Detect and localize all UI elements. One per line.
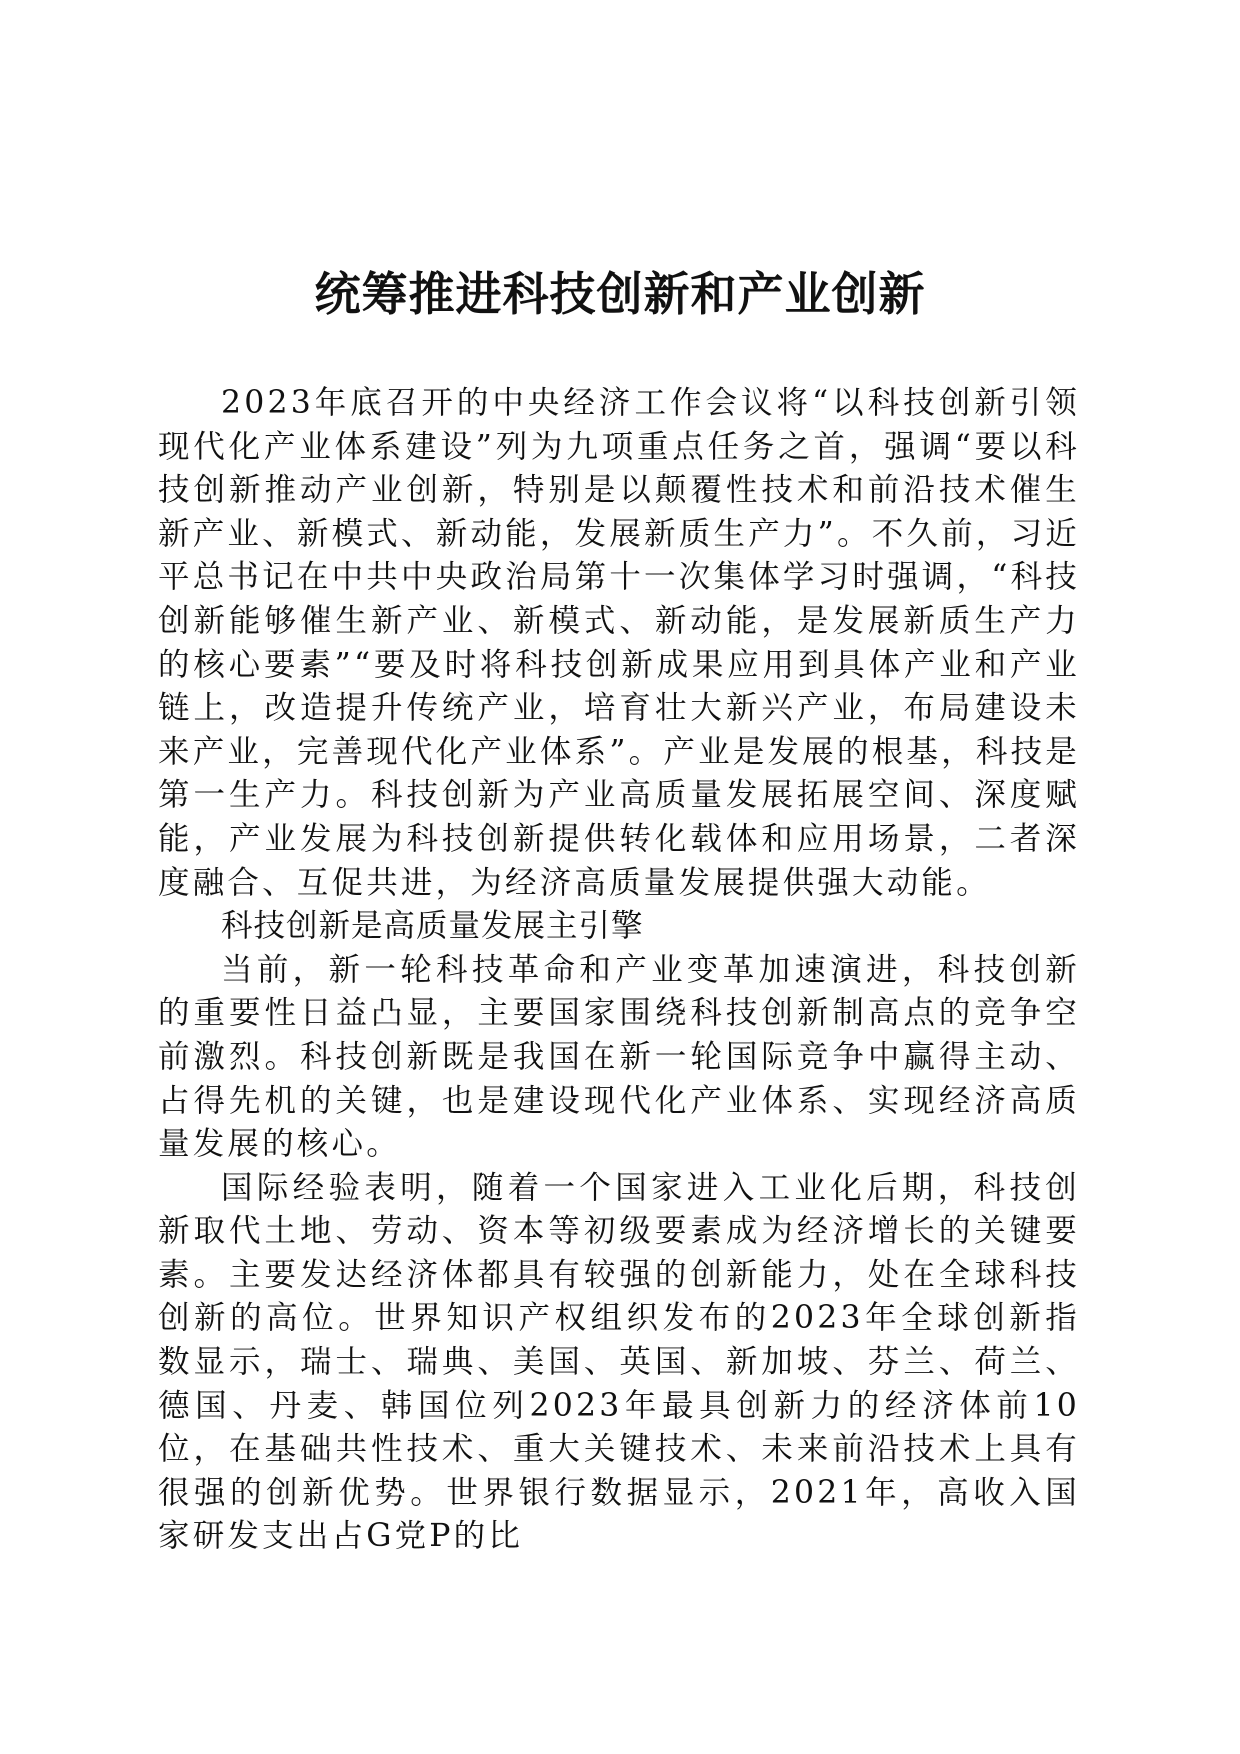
section-paragraph-1: 当前，新一轮科技革命和产业变革加速演进，科技创新的重要性日益凸显，主要国家围绕科技创新制高点的竞争空前激烈。科技创新既是我国在新一轮国际竞争中赢得主动、占得先机的关键，也是建设现代化产业体系、实现经济高质量发展的核心。 [158, 951, 1080, 1163]
intro-paragraph: 2023年底召开的中央经济工作会议将“以科技创新引领现代化产业体系建设”列为九项重点任务之首，强调“要以科技创新推动产业创新，特别是以颠覆性技术和前沿技术催生新产业、新模式、新动能，发展新质生产力”。不久前，习近平总书记在中共中央政治局第十一次集体学习时强调，“科技创新能够催生新产业、新模式、新动能，是发展新质生产力的核心要素”“要及时将科技创新成果应用到具体产业和产业链上，改造提升传统产业，培育壮大新兴产业，布局建设未来产业，完善现代化产业体系”。产业是发展的根基，科技是第一生产力。科技创新为产业高质量发展拓展空间、深度赋能，产业发展为科技创新提供转化载体和应用场景，二者深度融合、互促共进，为经济高质量发展提供强大动能。 [158, 385, 1080, 901]
article-body [158, 382, 1080, 1559]
section-paragraph-2: 国际经验表明，随着一个国家进入工业化后期，科技创新取代土地、劳动、资本等初级要素成为经济增长的关键要素。主要发达经济体都具有较强的创新能力，处在全球科技创新的高位。世界知识产权组织发布的2023年全球创新指数显示，瑞士、瑞典、美国、英国、新加坡、芬兰、荷兰、德国、丹麦、韩国位列2023年最具创新力的经济体前10位，在基础共性技术、重大关键技术、未来前沿技术上具有很强的创新优势。世界银行数据显示，2021年，高收入国家研发支出占G党P的比 [158, 1169, 1080, 1555]
section-heading: 科技创新是高质量发展主引擎 [221, 908, 644, 945]
article-title: 统筹推进科技创新和产业创新 [314, 267, 926, 321]
